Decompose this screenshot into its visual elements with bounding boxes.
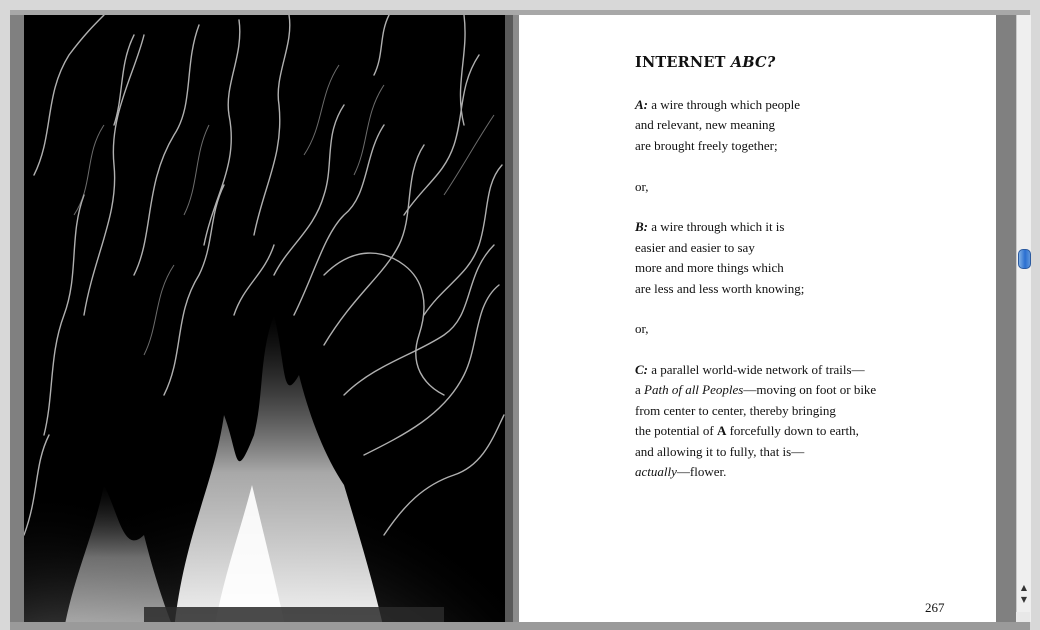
poem: [635, 53, 975, 482]
stanza-b-line-3: more and more things which: [635, 260, 784, 276]
page-number: 267: [925, 600, 945, 615]
stanza-b-line-4: are less and less worth knowing;: [635, 280, 805, 296]
stanza-c-line-2-pre: a: [635, 382, 645, 398]
stanza-c-line-4-bold: A: [716, 423, 727, 439]
bottom-edge: [10, 622, 1030, 630]
right-margin-shadow: [996, 15, 1016, 630]
poem-title-italic: ABC?: [730, 54, 776, 71]
stanza-b-line-1-text: a wire through which it is: [648, 219, 785, 235]
gutter-shadow: [505, 15, 513, 630]
stanza-c-line-1: [635, 360, 975, 380]
poem-title-plain: INTERNET: [635, 54, 731, 71]
vertical-scrollbar[interactable]: [1016, 15, 1031, 622]
stanza-gap: [635, 156, 975, 176]
stanza-c-line-4-pre: the potential of: [635, 423, 717, 439]
stanza-gap: [635, 340, 975, 360]
stanza-b-label: B:: [635, 219, 648, 235]
stanza-c-line-5: and allowing it to fully, that is—: [635, 443, 805, 459]
resize-grip-icon[interactable]: [1016, 612, 1030, 622]
or-line-1: or,: [635, 178, 649, 194]
stanza-c-line-4: [635, 421, 975, 441]
fire-sparks-photo: [24, 15, 505, 630]
stanza-c-line-2-post: —moving on foot or bike: [743, 382, 877, 398]
stanza-b-line-2: easier and easier to say: [635, 239, 755, 255]
stanza-c-line-2: [635, 380, 975, 400]
stanza-a-line-3: are brought freely together;: [635, 137, 778, 153]
stanza-a-line-2: and relevant, new meaning: [635, 117, 776, 133]
actually-word: actually: [635, 464, 677, 480]
stanza-a-line-1: [635, 95, 975, 115]
stanza-a-label: A:: [635, 97, 648, 112]
scroll-up-icon[interactable]: ▲: [1020, 583, 1028, 592]
stanza-b-line-1: [635, 217, 975, 237]
stanza-c-label: C:: [635, 362, 648, 378]
stanza-c-line-4-post: forcefully down to earth,: [726, 423, 859, 439]
poem-title: [635, 53, 975, 73]
right-page: [519, 15, 996, 630]
stanza-c-line-6-post: —flower.: [676, 464, 727, 480]
or-line-2: or,: [635, 321, 649, 337]
stanza-gap: [635, 299, 975, 319]
stanza-c-line-1-text: a parallel world-wide network of trails—: [648, 362, 865, 378]
stanza-c-line-6: [635, 462, 975, 482]
scroll-down-icon[interactable]: ▼: [1020, 595, 1028, 604]
stanza-c-line-3: from center to center, thereby bringing: [635, 402, 836, 418]
scroll-thumb[interactable]: [1018, 249, 1031, 269]
stanza-a-line-1-text: a wire through which people: [648, 97, 800, 112]
stanza-gap: [635, 197, 975, 217]
path-of-all-peoples: Path of all Peoples: [644, 382, 744, 398]
left-page-photo: [24, 15, 505, 630]
